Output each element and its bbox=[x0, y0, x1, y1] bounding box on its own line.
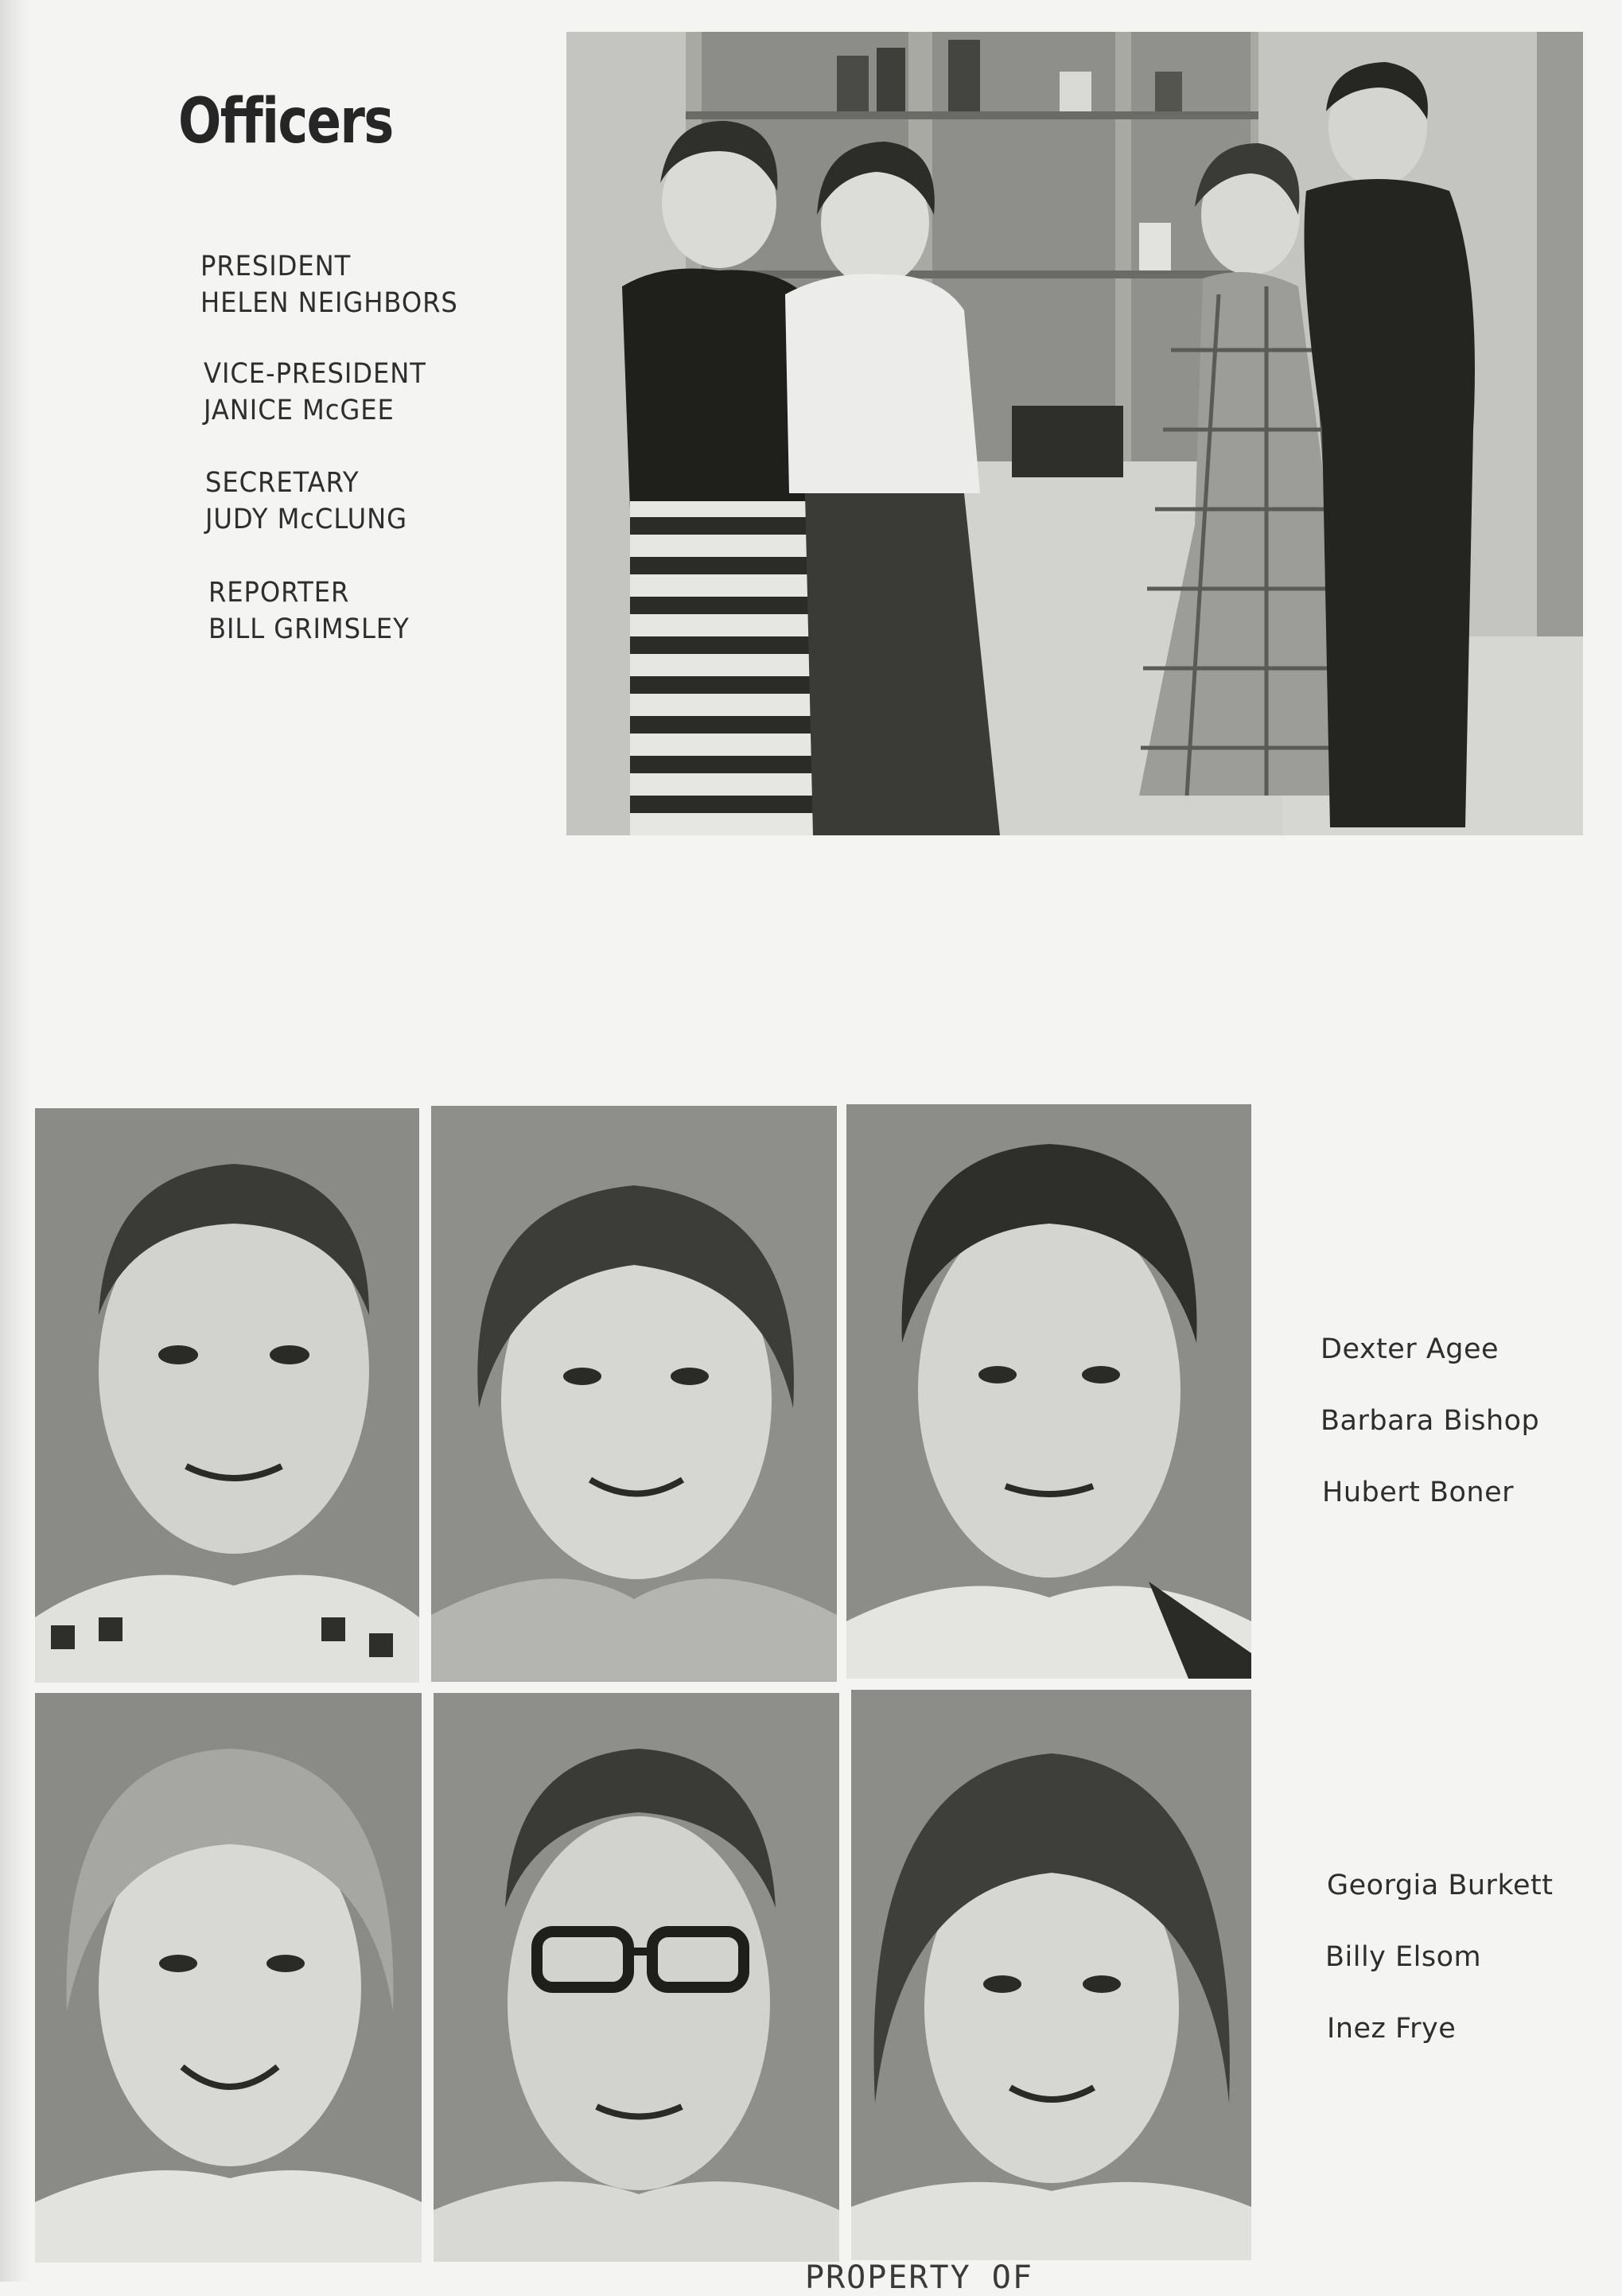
student-name: Barbara Bishop bbox=[1321, 1405, 1540, 1437]
officer-role: VICE-PRESIDENT bbox=[204, 358, 426, 390]
student-name: Inez Frye bbox=[1327, 2013, 1457, 2045]
portrait-inez-frye bbox=[851, 1690, 1251, 2260]
officer-secretary bbox=[205, 465, 407, 538]
officer-vice-president bbox=[204, 356, 426, 429]
page-title: Officers bbox=[178, 86, 393, 158]
officer-name: BILL GRIMSLEY bbox=[208, 613, 410, 645]
portrait-dexter-agee bbox=[35, 1108, 419, 1683]
officer-name: HELEN NEIGHBORS bbox=[200, 287, 458, 319]
officer-reporter bbox=[208, 574, 410, 648]
officer-role: PRESIDENT bbox=[200, 251, 352, 282]
page-spine-shadow bbox=[0, 0, 30, 2282]
portrait-hubert-boner bbox=[846, 1104, 1251, 1679]
officer-role: REPORTER bbox=[208, 577, 350, 609]
student-name: Dexter Agee bbox=[1321, 1333, 1499, 1365]
portrait-georgia-burkett bbox=[35, 1693, 422, 2263]
officer-name: JANICE McGEE bbox=[204, 395, 395, 426]
portrait-barbara-bishop bbox=[431, 1106, 837, 1682]
student-name: Georgia Burkett bbox=[1327, 1870, 1554, 1901]
officer-name: JUDY McCLUNG bbox=[205, 504, 407, 535]
property-stamp: PROPERTY OF bbox=[805, 2259, 1033, 2296]
student-name: Billy Elsom bbox=[1325, 1941, 1482, 1973]
officer-president bbox=[200, 248, 458, 321]
officers-group-photo bbox=[566, 32, 1583, 835]
portrait-billy-elsom bbox=[434, 1693, 839, 2262]
officer-role: SECRETARY bbox=[205, 467, 360, 499]
student-name: Hubert Boner bbox=[1322, 1477, 1515, 1508]
